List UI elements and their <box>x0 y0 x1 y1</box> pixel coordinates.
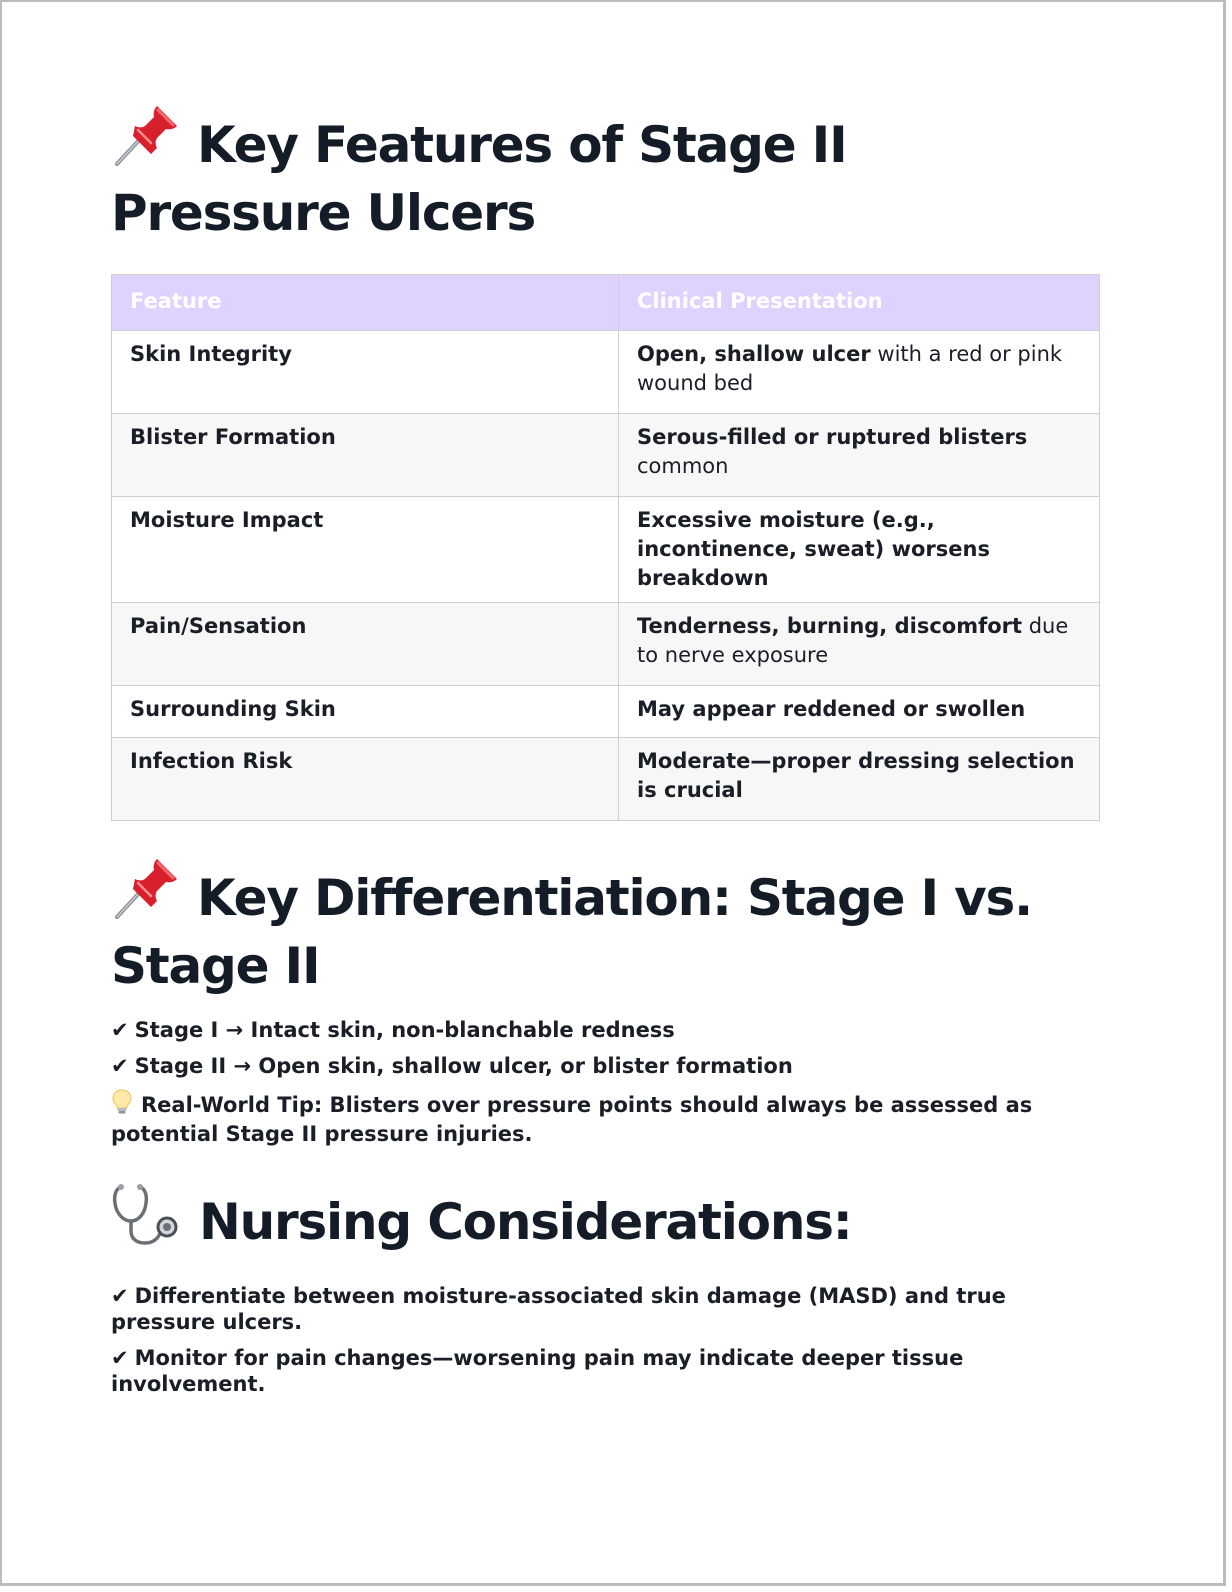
check-icon: ✔ <box>111 1018 129 1042</box>
list-item <box>111 1283 1117 1335</box>
table-header-row <box>112 275 1100 331</box>
list-item-text: Monitor for pain changes—worsening pain may indicate deeper tissue involvement. <box>111 1346 964 1396</box>
pushpin-icon <box>111 106 181 182</box>
document-content <box>111 106 1117 1397</box>
tip-item <box>111 1089 1117 1147</box>
presentation-bold: Excessive moisture (e.g., incontinence, sweat) worsens breakdown <box>637 508 990 590</box>
table-row <box>112 686 1100 738</box>
column-header-clinical-presentation: Clinical Presentation <box>619 275 1100 331</box>
list-item <box>111 1053 1117 1079</box>
feature-cell: Surrounding Skin <box>112 686 619 738</box>
section-title: Nursing Considerations: <box>199 1193 852 1251</box>
presentation-cell <box>619 738 1100 821</box>
nursing-list <box>111 1283 1117 1397</box>
feature-cell: Infection Risk <box>112 738 619 821</box>
check-icon: ✔ <box>111 1346 129 1370</box>
section-title-line2: Pressure Ulcers <box>111 184 536 242</box>
list-item <box>111 1017 1117 1043</box>
table-row <box>112 497 1100 603</box>
section-heading-differentiation <box>111 859 1117 997</box>
list-item-text: Differentiate between moisture-associated skin damage (MASD) and true pressure ulcers. <box>111 1284 1006 1334</box>
table-row <box>112 331 1100 414</box>
presentation-bold: Tenderness, burning, discomfort <box>637 614 1023 638</box>
feature-cell: Moisture Impact <box>112 497 619 603</box>
section-title-line1: Key Differentiation: Stage I vs. <box>197 869 1032 927</box>
presentation-bold: Open, shallow ulcer <box>637 342 871 366</box>
pushpin-icon <box>111 859 181 935</box>
tip-text: Real-World Tip: Blisters over pressure points should always be assessed as potential Stage II pressure injuries. <box>111 1093 1033 1146</box>
differentiation-list <box>111 1017 1117 1147</box>
list-item-text: Stage I → Intact skin, non-blanchable redness <box>134 1018 675 1042</box>
table-row <box>112 414 1100 497</box>
feature-cell: Skin Integrity <box>112 331 619 414</box>
list-item-text: Stage II → Open skin, shallow ulcer, or blister formation <box>134 1054 793 1078</box>
section-heading-nursing <box>111 1183 1117 1259</box>
section-heading-key-features <box>111 106 1117 244</box>
table-row <box>112 603 1100 686</box>
feature-cell: Pain/Sensation <box>112 603 619 686</box>
presentation-cell <box>619 497 1100 603</box>
stethoscope-icon <box>111 1183 181 1259</box>
presentation-cell <box>619 686 1100 738</box>
lightbulb-icon <box>111 1089 133 1121</box>
section-title-line2: Stage II <box>111 937 320 995</box>
presentation-cell <box>619 603 1100 686</box>
presentation-normal: with a red or pink wound bed <box>637 342 1063 395</box>
features-table <box>111 274 1100 821</box>
check-icon: ✔ <box>111 1054 129 1078</box>
presentation-bold: Serous-filled or ruptured blisters <box>637 425 1028 449</box>
column-header-feature: Feature <box>112 275 619 331</box>
list-item <box>111 1345 1117 1397</box>
presentation-bold: May appear reddened or swollen <box>637 697 1026 721</box>
presentation-cell <box>619 414 1100 497</box>
presentation-normal: due to nerve exposure <box>637 614 1069 667</box>
section-title-line1: Key Features of Stage II <box>197 116 847 174</box>
presentation-normal: common <box>637 454 729 478</box>
feature-cell: Blister Formation <box>112 414 619 497</box>
table-row <box>112 738 1100 821</box>
presentation-cell <box>619 331 1100 414</box>
check-icon: ✔ <box>111 1284 129 1308</box>
presentation-bold: Moderate—proper dressing selection is crucial <box>637 749 1075 802</box>
